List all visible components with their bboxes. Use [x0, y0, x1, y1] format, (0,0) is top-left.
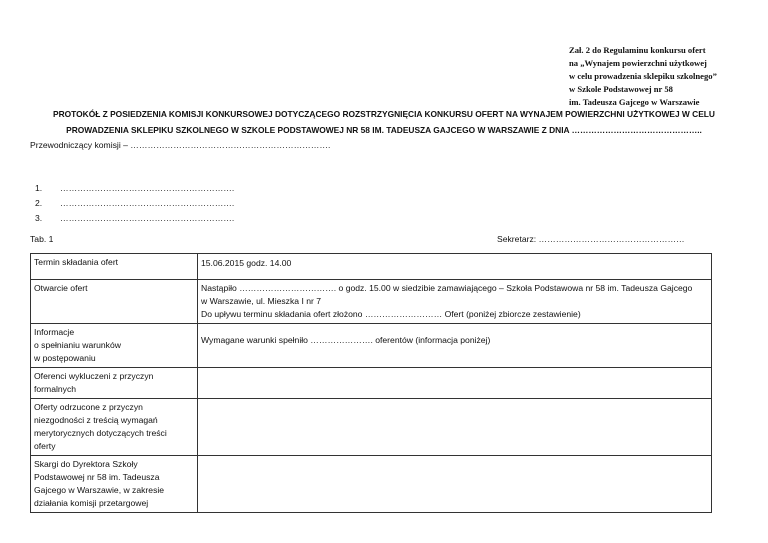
- row-value-line: Wymagane warunki spełniło …………………. oferentów (informacja poniżej): [201, 335, 491, 345]
- row-label-line: Otwarcie ofert: [34, 283, 88, 293]
- row-label: [31, 254, 198, 280]
- row-label-line: Termin składania ofert: [34, 257, 119, 267]
- table-row: [31, 399, 712, 456]
- row-label-line: Informacje: [34, 327, 75, 337]
- protocol-table: [30, 253, 712, 513]
- secretary-line: Sekretarz: ……………………………………………: [497, 234, 685, 244]
- table-row: [31, 254, 712, 280]
- row-value-line: 15.06.2015 godz. 14.00: [201, 258, 292, 268]
- member-item: 2. …………………………………………………….: [35, 198, 235, 208]
- row-label: [31, 280, 198, 324]
- row-label: [31, 324, 198, 368]
- row-label: [31, 368, 198, 399]
- table-row: [31, 368, 712, 399]
- row-label-line: Skargi do Dyrektora Szkoły: [34, 459, 138, 469]
- member-item: 3. …………………………………………………….: [35, 213, 235, 223]
- row-label-line: Oferty odrzucone z przyczyn: [34, 402, 143, 412]
- attachment-line: w celu prowadzenia sklepiku szkolnego”: [569, 71, 717, 81]
- title-line-1: PROTOKÓŁ Z POSIEDZENIA KOMISJI KONKURSOWEJ DOTYCZĄCEGO ROZSTRZYGNIĘCIA KONKURSU OFERT NA WYNAJEM POWIERZCHNI UŻYTKOWEJ W CELU: [53, 109, 715, 119]
- row-label: [31, 399, 198, 456]
- row-value-line: Nastąpiło ……………………………. o godz. 15.00 w siedzibie zamawiającego – Szkoła Podstawowa nr 58 im. Tadeusza Gajcego: [201, 283, 693, 293]
- attachment-note: [569, 44, 717, 109]
- row-label-line: oferty: [34, 441, 56, 451]
- row-label-line: o spełnianiu warunków: [34, 340, 121, 350]
- tab-label: Tab. 1: [30, 234, 54, 244]
- row-label-line: merytorycznych dotyczących treści: [34, 428, 167, 438]
- row-label-line: formalnych: [34, 384, 77, 394]
- attachment-line: im. Tadeusza Gajcego w Warszawie: [569, 97, 700, 107]
- protocol-title: [0, 107, 768, 138]
- row-label-line: w postępowaniu: [34, 353, 96, 363]
- chair-line: Przewodniczący komisji – …………………………………………………………….: [30, 140, 331, 150]
- title-line-2: PROWADZENIA SKLEPIKU SZKOLNEGO W SZKOLE PODSTAWOWEJ NR 58 IM. TADEUSZA GAJCEGO W WARSZAWIE Z DNIA ………………………………………..: [66, 124, 702, 135]
- attachment-line: w Szkole Podstawowej nr 58: [569, 84, 673, 94]
- table-row: [31, 324, 712, 368]
- row-value: [198, 368, 712, 399]
- row-value-line: w Warszawie, ul. Mieszka I nr 7: [201, 296, 322, 306]
- row-label-line: Oferenci wykluczeni z przyczyn: [34, 371, 154, 381]
- attachment-line: na „Wynajem powierzchni użytkowej: [569, 58, 707, 68]
- row-label: [31, 456, 198, 513]
- members-list: [35, 181, 234, 226]
- attachment-line: Zał. 2 do Regulaminu konkursu ofert: [569, 45, 706, 55]
- member-item: 1. …………………………………………………….: [35, 183, 235, 193]
- row-value: [198, 280, 712, 324]
- row-label-line: niezgodności z treścią wymagań: [34, 415, 158, 425]
- row-label-line: działania komisji przetargowej: [34, 498, 149, 508]
- row-value: [198, 456, 712, 513]
- table-row: [31, 280, 712, 324]
- row-value-line: Do upływu terminu składania ofert złożono ……………………… Ofert (poniżej zbiorcze zestawienie): [201, 309, 581, 319]
- row-value: [198, 399, 712, 456]
- row-label-line: Gajcego w Warszawie, w zakresie: [34, 485, 165, 495]
- row-label-line: Podstawowej nr 58 im. Tadeusza: [34, 472, 160, 482]
- table-row: [31, 456, 712, 513]
- row-value: [198, 254, 712, 280]
- row-value: [198, 324, 712, 368]
